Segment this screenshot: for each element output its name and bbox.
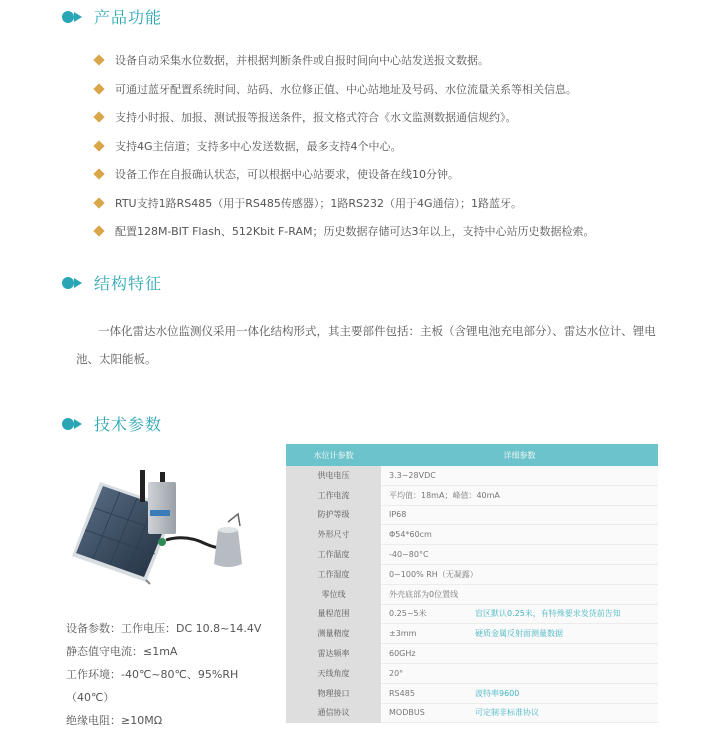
header-detail: 详细参数 bbox=[381, 444, 658, 466]
param-name: 外形尺寸 bbox=[286, 525, 381, 545]
param-name: 工作温度 bbox=[286, 545, 381, 565]
param-name: 供电电压 bbox=[286, 466, 381, 485]
param-name: 零位线 bbox=[286, 584, 381, 604]
section-header-features bbox=[62, 5, 162, 28]
structure-paragraph: 一体化雷达水位监测仪采用一体化结构形式，其主要部件包括：主板（含锂电池充电部分）、雷达水位计、锂电池、太阳能板。 bbox=[76, 324, 656, 366]
list-item: 配置128M-BIT Flash、512Kbit F-RAM；历史数据存储可达3年以上，支持中心站历史数据检索。 bbox=[95, 217, 594, 246]
table-row bbox=[286, 683, 658, 703]
diamond-bullet-icon bbox=[93, 226, 104, 237]
feature-list bbox=[95, 46, 594, 246]
param-value: 外壳底部为0位置线 bbox=[381, 584, 658, 604]
device-specs bbox=[66, 617, 261, 732]
spec-line: 设备参数：工作电压：DC 10.8~14.4V bbox=[66, 622, 262, 635]
param-note: 波特率9600 bbox=[467, 683, 658, 703]
param-value: RS485 bbox=[381, 683, 467, 703]
table-row bbox=[286, 485, 658, 505]
diamond-bullet-icon bbox=[93, 83, 104, 94]
list-item: RTU支持1路RS485（用于RS485传感器）；1路RS232（用于4G通信）；1路蓝牙。 bbox=[95, 189, 594, 218]
param-name: 天线角度 bbox=[286, 663, 381, 683]
list-item: 支持4G主信道；支持多中心发送数据，最多支持4个中心。 bbox=[95, 132, 594, 161]
section-title: 产品功能 bbox=[94, 8, 163, 27]
param-name: 工作电流 bbox=[286, 485, 381, 505]
section-marker-icon bbox=[62, 10, 94, 24]
table-row bbox=[286, 604, 658, 624]
table-row bbox=[286, 564, 658, 584]
param-name: 测量精度 bbox=[286, 624, 381, 644]
param-value: IP68 bbox=[381, 505, 658, 525]
device-image bbox=[68, 460, 278, 590]
param-note: 可定制非标准协议 bbox=[467, 703, 658, 723]
param-value: 0~100% RH（无凝露） bbox=[381, 564, 658, 584]
param-name: 工作湿度 bbox=[286, 564, 381, 584]
param-value: 平均值：18mA；峰值：40mA bbox=[381, 485, 658, 505]
table-row bbox=[286, 703, 658, 723]
param-name: 通信协议 bbox=[286, 703, 381, 723]
list-item: 支持小时报、加报、测试报等报送条件，报文格式符合《水文监测数据通信规约》。 bbox=[95, 103, 594, 132]
section-marker-icon bbox=[62, 276, 94, 290]
section-marker-icon bbox=[62, 417, 94, 431]
param-value: 60GHz bbox=[381, 644, 658, 664]
section-title: 技术参数 bbox=[94, 415, 163, 434]
table-row bbox=[286, 545, 658, 565]
diamond-bullet-icon bbox=[93, 169, 104, 180]
param-name: 物理接口 bbox=[286, 683, 381, 703]
param-note: 硬质金属反射面测量数据 bbox=[467, 624, 658, 644]
diamond-bullet-icon bbox=[93, 197, 104, 208]
section-header-params bbox=[62, 412, 162, 435]
table-row bbox=[286, 525, 658, 545]
table-row bbox=[286, 466, 658, 485]
param-value: -40~80°C bbox=[381, 545, 658, 565]
table-row bbox=[286, 505, 658, 525]
diamond-bullet-icon bbox=[93, 140, 104, 151]
section-title: 结构特征 bbox=[94, 274, 163, 293]
spec-line: （40℃） bbox=[66, 691, 115, 704]
spec-line: 绝缘电阻：≥10MΩ bbox=[66, 714, 163, 727]
diamond-bullet-icon bbox=[93, 55, 104, 66]
list-item: 设备工作在自报确认状态，可以根据中心站要求，使设备在线10分钟。 bbox=[95, 160, 594, 189]
param-value: Φ54*60cm bbox=[381, 525, 658, 545]
table-row bbox=[286, 663, 658, 683]
param-value: ±3mm bbox=[381, 624, 467, 644]
table-row bbox=[286, 644, 658, 664]
list-item: 可通过蓝牙配置系统时间、站码、水位修正值、中心站地址及号码、水位流量关系等相关信息。 bbox=[95, 75, 594, 104]
param-value: 20° bbox=[381, 663, 658, 683]
section-header-structure bbox=[62, 271, 162, 294]
param-name: 雷达频率 bbox=[286, 644, 381, 664]
list-item: 设备自动采集水位数据，并根据判断条件或自报时间向中心站发送报文数据。 bbox=[95, 46, 594, 75]
spec-line: 静态值守电流：≤1mA bbox=[66, 645, 178, 658]
param-name: 防护等级 bbox=[286, 505, 381, 525]
table-row bbox=[286, 624, 658, 644]
spec-line: 工作环境：-40℃~80℃、95%RH bbox=[66, 668, 239, 681]
header-param: 水位计参数 bbox=[286, 444, 381, 466]
params-table bbox=[286, 444, 658, 723]
param-value: 0.25~5米 bbox=[381, 604, 467, 624]
diamond-bullet-icon bbox=[93, 112, 104, 123]
param-value: 3.3~28VDC bbox=[381, 466, 658, 485]
param-value: MODBUS bbox=[381, 703, 467, 723]
param-note: 盲区默认0.25米，有特殊要求发货前告知 bbox=[467, 604, 658, 624]
param-name: 量程范围 bbox=[286, 604, 381, 624]
table-header-row bbox=[286, 444, 658, 466]
table-row bbox=[286, 584, 658, 604]
